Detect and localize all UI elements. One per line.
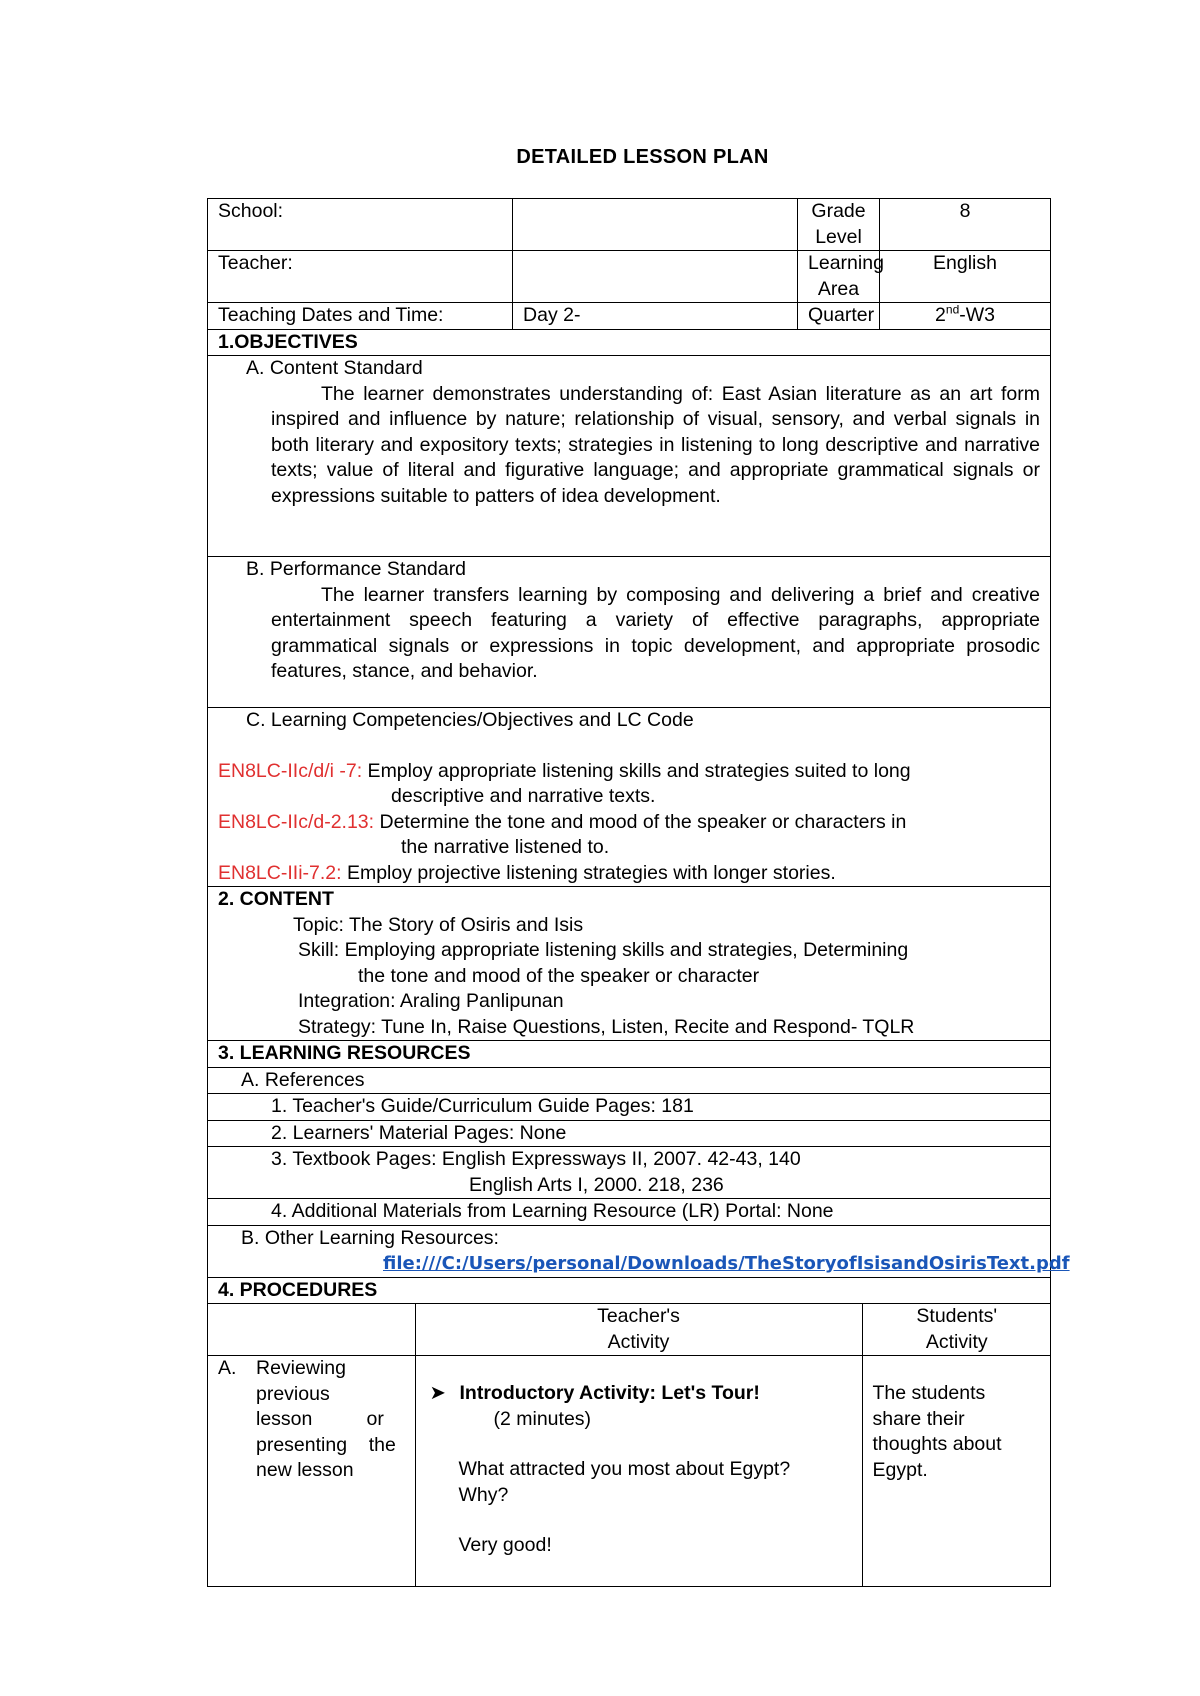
teacher-value [513, 251, 798, 303]
content-heading: 2. CONTENT [218, 888, 334, 910]
competency-continuation: descriptive and narrative texts. [391, 785, 656, 807]
other-resources-cell [208, 1225, 1070, 1277]
content-integration: Integration: Araling Panlipunan [298, 990, 564, 1012]
objectives-heading: 1.OBJECTIVES [208, 329, 1051, 356]
quarter-label: Quarter [798, 303, 880, 330]
activity-question: What attracted you most about Egypt? [458, 1458, 791, 1480]
procedures-table [208, 1304, 1051, 1586]
teacher-label: Teacher: [208, 251, 513, 303]
competency-item: EN8LC-IIc/d-2.13: Determine the tone and mood of the speaker or characters in [218, 810, 907, 833]
dates-row [208, 303, 1051, 330]
content-skill: Skill: Employing appropriate listening skills and strategies, Determining [298, 939, 909, 961]
content-cell [208, 887, 1051, 1041]
lesson-plan-table [207, 198, 1070, 1587]
procedure-step-label: A. Reviewing previous lesson or presenting the new lesson [208, 1356, 415, 1586]
competency-code: EN8LC-IIi-7.2: [218, 861, 342, 884]
learning-area-label: Learning Area [798, 251, 880, 303]
content-standard-label: A. Content Standard [246, 357, 423, 379]
grade-level-label: Grade Level [798, 199, 880, 251]
performance-standard-label: B. Performance Standard [246, 558, 467, 580]
students-activity-cell: The students share their thoughts about Egypt. [872, 1382, 1002, 1481]
performance-standard-text: The learner transfers learning by composing and delivering a brief and creative entertainment speech featuring a variety of effective paragraphs, appropriate grammatical signals or expressions in topic development, and appropriate prosodic features, stance, and behavior. [271, 583, 1041, 682]
teacher-activity-cell [415, 1356, 862, 1586]
content-standard-text: The learner demonstrates understanding of: East Asian literature as an art form inspired and influence by nature; relationship of visual, sensory, and verbal signals in both literary and expository texts; strategies in listening to long descriptive and narrative texts; value of literal and figurative language; and appropriate grammatical signals or expressions suitable to patters of idea development. [271, 382, 1041, 507]
page-title: DETAILED LESSON PLAN [516, 146, 769, 168]
dates-label: Teaching Dates and Time: [208, 303, 513, 330]
school-label: School: [208, 199, 513, 251]
teacher-row [208, 251, 1051, 303]
procedures-corner [208, 1304, 415, 1356]
competency-continuation: the narrative listened to. [401, 836, 610, 858]
other-resources-link[interactable]: file:///C:/Users/personal/Downloads/TheStoryofIsisandOsirisText.pdf [383, 1253, 1070, 1274]
activity-time: (2 minutes) [493, 1407, 592, 1430]
school-row [208, 199, 1051, 251]
reference-item: 1. Teacher's Guide/Curriculum Guide Pages: 181 [208, 1094, 1051, 1121]
content-standard-cell [208, 356, 1051, 557]
school-value [513, 199, 798, 251]
arrow-bullet-icon: ➤ [429, 1382, 446, 1404]
procedures-cell [208, 1304, 1051, 1587]
other-resources-label: B. Other Learning Resources: [241, 1226, 499, 1249]
competencies-cell [208, 708, 1051, 887]
content-strategy: Strategy: Tune In, Raise Questions, Listen, Recite and Respond- TQLR [298, 1015, 915, 1038]
resources-heading: 3. LEARNING RESOURCES [208, 1041, 1051, 1068]
reference-item: 4. Additional Materials from Learning Resource (LR) Portal: None [208, 1199, 1051, 1226]
activity-title: ➤ Introductory Activity: Let's Tour! [430, 1381, 852, 1407]
students-activity-header: Students' Activity [862, 1304, 1051, 1356]
content-skill-continuation: the tone and mood of the speaker or character [358, 964, 760, 987]
activity-question-continuation: Why? [458, 1483, 509, 1506]
competency-item: EN8LC-IIc/d/i -7: Employ appropriate listening skills and strategies suited to long [218, 759, 911, 782]
learning-area-value: English [880, 251, 1051, 303]
quarter-value: 2nd-W3 [880, 303, 1051, 330]
content-topic: Topic: The Story of Osiris and Isis [293, 913, 584, 936]
reference-item: 2. Learners' Material Pages: None [208, 1120, 1051, 1147]
performance-standard-cell [208, 557, 1051, 708]
teachers-activity-header: Teacher's Activity [415, 1304, 862, 1356]
dates-value: Day 2- [513, 303, 798, 330]
competency-code: EN8LC-IIc/d/i -7: [218, 759, 363, 782]
competency-item: EN8LC-IIi-7.2: Employ projective listening strategies with longer stories. [218, 861, 836, 884]
competency-code: EN8LC-IIc/d-2.13: [218, 810, 375, 833]
grade-level-value: 8 [880, 199, 1051, 251]
procedures-heading: 4. PROCEDURES [208, 1277, 1051, 1304]
references-label: A. References [208, 1067, 1051, 1094]
reference-item: 3. Textbook Pages: English Expressways II, 2007. 42-43, 140 English Arts I, 2000. 218, 236 [208, 1147, 1051, 1199]
competencies-label: C. Learning Competencies/Objectives and LC Code [246, 709, 694, 731]
activity-praise: Very good! [458, 1534, 552, 1556]
